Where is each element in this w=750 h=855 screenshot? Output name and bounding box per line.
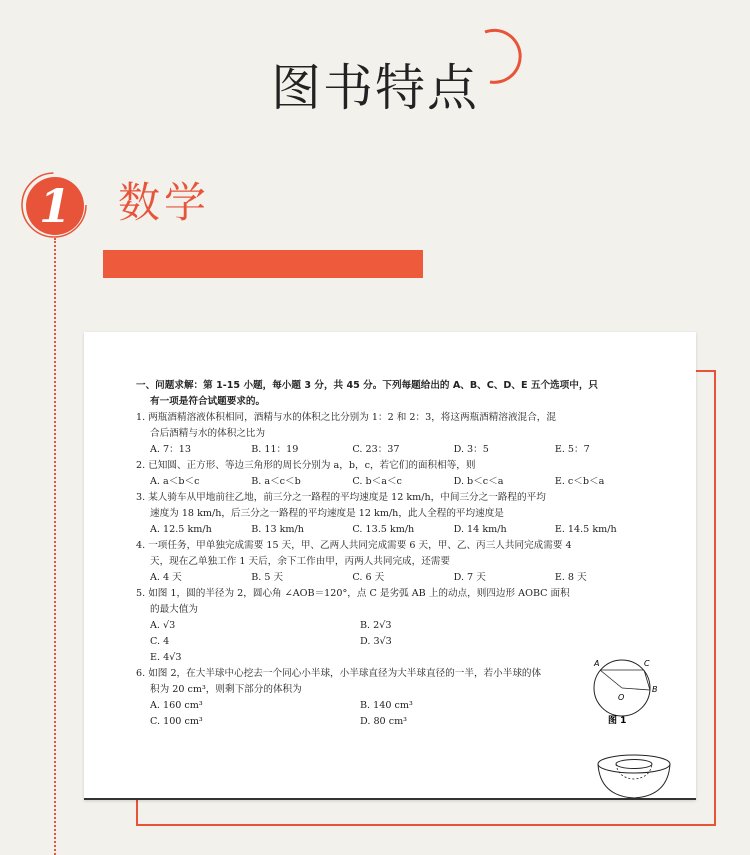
option: B. a＜c＜b	[251, 476, 301, 487]
option: C. b＜a＜c	[352, 476, 402, 487]
option: B. 13 km/h	[251, 524, 304, 535]
question-stem-cont: 合后酒精与水的体积之比为	[150, 428, 266, 439]
option-row	[136, 442, 656, 458]
section-instructions: 一、问题求解：第 1-15 小题，每小题 3 分，共 45 分。下列每题给出的 A、B、C、D、E 五个选项中，只	[136, 380, 599, 391]
option: D. 14 km/h	[453, 524, 507, 535]
option: D. 3√3	[360, 636, 392, 647]
option: A. 12.5 km/h	[150, 524, 212, 535]
fig1-label-o: O	[618, 693, 625, 702]
option: C. 6 天	[352, 572, 385, 583]
subject-heading: 数学	[118, 178, 211, 227]
option-row	[136, 650, 656, 666]
decorative-arc-icon	[470, 20, 540, 90]
page-title: 图书特点	[271, 59, 479, 117]
option: A. 4 天	[150, 572, 182, 583]
question-stem: 6. 如图 2，在大半球中心挖去一个同心小半球，小半球直径为大半球直径的一半，若小半球的体	[136, 668, 542, 679]
option: D. 7 天	[453, 572, 486, 583]
option: C. 13.5 km/h	[352, 524, 415, 535]
option: D. 80 cm³	[360, 716, 408, 727]
figure-1-caption: 图 1	[608, 716, 627, 726]
fig1-label-c: C	[644, 659, 650, 668]
option: C. 4	[150, 636, 170, 647]
option: C. 23：37	[352, 444, 400, 455]
section-instructions-cont: 有一项是符合试题要求的。	[150, 396, 266, 407]
option: A. √3	[150, 620, 176, 631]
accent-bar	[103, 250, 423, 278]
option-row	[136, 618, 656, 634]
dotted-divider	[54, 238, 56, 855]
question-stem-cont: 天，现在乙单独工作 1 天后，余下工作由甲，丙两人共同完成，还需要	[150, 556, 451, 567]
option-row	[136, 570, 656, 586]
option: A. 7：13	[150, 444, 191, 455]
option: D. b＜c＜a	[453, 476, 504, 487]
option: A. a＜b＜c	[150, 476, 200, 487]
option: A. 160 cm³	[150, 700, 203, 711]
option-row	[136, 698, 656, 714]
option-row	[136, 522, 656, 538]
option: E. c＜b＜a	[554, 476, 605, 487]
option: B. 5 天	[251, 572, 284, 583]
question-stem: 5. 如图 1，圆的半径为 2，圆心角 ∠AOB＝120°，点 C 是劣弧 AB 上的动点，则四边形 AOBC 面积	[136, 588, 570, 599]
option-row	[136, 634, 656, 650]
option: B. 140 cm³	[360, 700, 413, 711]
question-stem-cont: 积为 20 cm³，则剩下部分的体积为	[150, 684, 302, 695]
option: D. 3：5	[453, 444, 489, 455]
exam-page	[84, 332, 696, 800]
option: B. 11：19	[251, 444, 299, 455]
exam-content	[136, 378, 656, 730]
question-stem: 2. 已知圆、正方形、等边三角形的周长分别为 a，b，c，若它们的面积相等，则	[136, 460, 476, 471]
option: E. 14.5 km/h	[554, 524, 617, 535]
question-stem-cont: 速度为 18 km/h，后三分之一路程的平均速度是 12 km/h，此人全程的平均速度是	[150, 508, 504, 519]
question-stem: 1. 两瓶酒精溶液体积相同，酒精与水的体积之比分别为 1：2 和 2：3，将这两瓶酒精溶液混合，混	[136, 412, 556, 423]
option: B. 2√3	[360, 620, 392, 631]
option: C. 100 cm³	[150, 716, 203, 727]
figure-2-hemisphere-diagram	[594, 752, 674, 802]
fig1-label-b: B	[652, 685, 658, 694]
option-row	[136, 714, 656, 730]
question-stem: 4. 一项任务，甲单独完成需要 15 天，甲、乙两人共同完成需要 6 天，甲、乙、丙三人共同完成需要 4	[136, 540, 572, 551]
option: E. 4√3	[150, 652, 182, 663]
option-row	[136, 474, 656, 490]
fig1-label-a: A	[594, 659, 600, 668]
option: E. 8 天	[554, 572, 587, 583]
section-number-badge: 1	[26, 177, 84, 235]
question-stem-cont: 的最大值为	[150, 604, 198, 615]
question-stem: 3. 某人骑车从甲地前往乙地，前三分之一路程的平均速度是 12 km/h，中间三分之一路程的平均	[136, 492, 546, 503]
option: E. 5：7	[554, 444, 590, 455]
